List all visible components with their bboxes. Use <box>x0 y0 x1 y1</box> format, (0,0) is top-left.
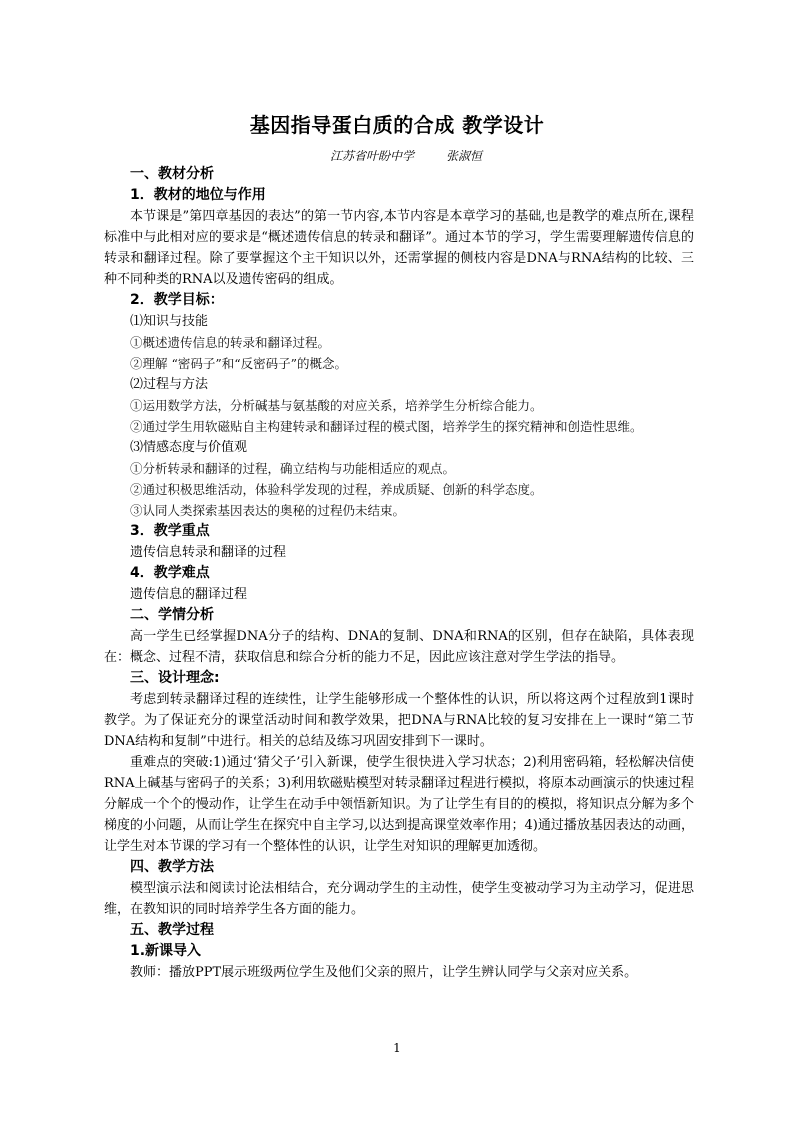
paragraph: 教师：播放PPT展示班级两位学生及他们父亲的照片，让学生辨认同学与父亲对应关系。 <box>130 965 638 980</box>
subsection-heading: 4．教学难点 <box>130 565 210 581</box>
paragraph: 本节课是”第四章基因的表达”的第一节内容,本节内容是本章学习的基础,也是教学的难点所在,课程标准中与此相对应的要求是“概述遗传信息的转录和翻译”。通过本节的学习，学生需要理解遗传信息的转录和翻译过程。除了要掌握这个主干知识以外，还需掌握的侧枝内容是DNA与RNA结构的比较、三种不同种类的RNA以及遗传密码的组成。 <box>104 209 694 287</box>
subsection-heading: 1．教材的地位与作用 <box>130 187 266 203</box>
author-name: 张淑恒 <box>446 149 483 163</box>
school-name: 江苏省叶盼中学 <box>330 149 415 163</box>
page-number: 1 <box>393 1041 401 1055</box>
difficult-point: 遗传信息的翻译过程 <box>130 587 248 602</box>
subsection-heading: 3．教学重点 <box>130 523 210 539</box>
goal-item: ①分析转录和翻译的过程，确立结构与功能相适应的观点。 <box>130 461 456 476</box>
section-heading: 四、教学方法 <box>130 859 214 875</box>
section-heading: 二、学情分析 <box>130 607 214 623</box>
document-title: 基因指导蛋白质的合成 教学设计 <box>249 113 545 137</box>
goal-heading: ⑵过程与方法 <box>130 377 209 392</box>
goal-item: ②通过学生用软磁贴自主构建转录和翻译过程的模式图，培养学生的探究精神和创造性思维。 <box>130 419 643 434</box>
section-heading: 一、教材分析 <box>130 166 214 182</box>
section-heading: 五、教学过程 <box>130 922 214 938</box>
section-heading: 三、设计理念: <box>130 670 220 686</box>
goal-item: ②理解 “密码子”和“反密码子”的概念。 <box>130 356 348 371</box>
goal-heading: ⑴知识与技能 <box>130 314 209 329</box>
goal-item: ③认同人类探索基因表达的奥秘的过程仍未结束。 <box>130 503 406 518</box>
byline <box>330 148 482 164</box>
subsection-heading: 1.新课导入 <box>130 943 202 959</box>
paragraph: 考虑到转录翻译过程的连续性，让学生能够形成一个整体性的认识，所以将这两个过程放到1课时教学。为了保证充分的课堂活动时间和教学效果，把DNA与RNA比较的复习安排在上一课时“第二节 DNA结构和复制”中进行。相关的总结及练习巩固安排到下一课时。 <box>104 692 694 749</box>
goal-heading: ⑶情感态度与价值观 <box>130 440 248 455</box>
key-point: 遗传信息转录和翻译的过程 <box>130 545 287 560</box>
goal-item: ①概述遗传信息的转录和翻译过程。 <box>130 335 331 350</box>
paragraph: 模型演示法和阅读讨论法相结合，充分调动学生的主动性，使学生变被动学习为主动学习，促进思维，在教知识的同时培养学生各方面的能力。 <box>104 881 694 917</box>
paragraph: 高一学生已经掌握DNA分子的结构、DNA的复制、DNA和RNA的区别，但存在缺陷，具体表现在：概念、过程不清，获取信息和综合分析的能力不足，因此应该注意对学生学法的指导。 <box>104 629 694 665</box>
goal-item: ①运用数学方法，分析碱基与氨基酸的对应关系，培养学生分析综合能力。 <box>130 398 543 413</box>
subsection-heading: 2．教学目标： <box>130 292 224 308</box>
goal-item: ②通过积极思维活动，体验科学发现的过程，养成质疑、创新的科学态度。 <box>130 482 543 497</box>
paragraph: 重难点的突破:1)通过‘猜父子’引入新课，使学生很快进入学习状态；2)利用密码箱，轻松解决信使RNA上碱基与密码子的关系；3)利用软磁贴模型对转录翻译过程进行模拟，将原本动画演示的快速过程分解成一个个的慢动作，让学生在动手中领悟新知识。为了让学生有目的的模拟，将知识点分解为多个梯度的小问题，从而让学生在探究中自主学习,以达到提高课堂效率作用；4)通过播放基因表达的动画，让学生对本节课的学习有一个整体性的认识，让学生对知识的理解更加透彻。 <box>104 755 694 854</box>
document-body <box>104 164 694 983</box>
